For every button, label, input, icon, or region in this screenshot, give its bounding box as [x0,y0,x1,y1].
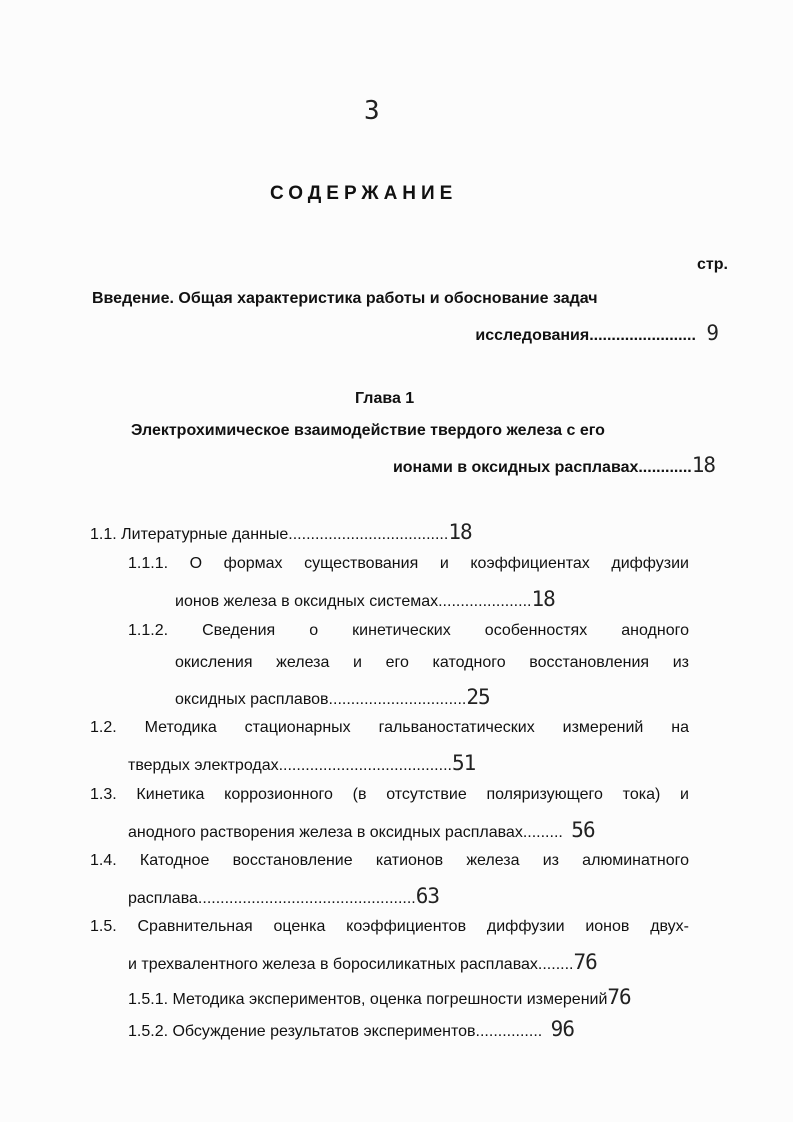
toc-entry-1-4-line1: 1.4. Катодное восстановление катионов железа из алюминатного [90,852,689,869]
toc-entry-page: 76 [573,950,597,974]
chapter-heading: Глава 1 [355,390,415,407]
leader-dots: ................................................. [197,890,416,907]
leader-dots: ......... [522,824,563,841]
leader-dots: ............................... [328,691,467,708]
page-column-label: стр. [697,256,728,273]
leader-dots: ..................... [438,593,532,610]
leader-dots: ............... [475,1023,543,1040]
leader-dots: ............ [638,459,692,476]
toc-entry-page: 51 [451,751,476,775]
toc-entry-1-3-line1: 1.3. Кинетика коррозионного (в отсутствие поляризующего тока) и [90,786,689,803]
toc-entry-page: 76 [607,985,631,1009]
leader-dots: .................................... [288,526,449,543]
intro-page-number: 9 [706,321,718,345]
toc-entry-page: 96 [550,1017,574,1041]
toc-entry-1-5-2 [128,1017,574,1041]
chapter-page-number: 18 [691,453,715,477]
toc-entry-text: 1.1. Литературные данные [90,526,289,543]
leader-dots: ........ [537,956,574,973]
intro-title-text: исследования [475,327,590,344]
toc-entry-page: 56 [571,818,595,842]
toc-entry-1-5-line1: 1.5. Сравнительная оценка коэффициентов диффузии ионов двух- [90,918,689,935]
toc-entry-text: твердых электродах [128,757,279,774]
toc-entry-page: 25 [466,685,490,709]
intro-title-line1: Введение. Общая характеристика работы и обоснование задач [92,290,598,307]
chapter-title-line1: Электрохимическое взаимодействие твердого железа с его [131,422,605,439]
toc-entry-page: 63 [415,884,440,908]
toc-entry-1-3-line2 [128,818,595,842]
page-title: СОДЕРЖАНИЕ [270,183,458,204]
toc-entry-1-1-2-line1: 1.1.2. Сведения о кинетических особенностях анодного [128,622,689,639]
toc-entry-text: и трехвалентного железа в боросиликатных расплавах [128,956,538,973]
intro-title-line2 [290,321,718,345]
leader-dots: ....................................... [278,757,452,774]
page-number: 3 [364,96,379,126]
toc-entry-1-4-line2 [128,884,439,908]
toc-entry-1-2-line1: 1.2. Методика стационарных гальваностатических измерений на [90,719,689,736]
toc-entry-1-5-1 [128,985,631,1009]
toc-entry-text: анодного растворения железа в оксидных расплавах [128,824,523,841]
toc-entry-1-1-2-line3 [175,685,490,709]
toc-entry-1-1-1-line1: 1.1.1. О формах существования и коэффициентах диффузии [128,555,689,572]
toc-entry-text: 1.5.2. Обсуждение результатов экспериментов [128,1023,476,1040]
toc-entry-text: оксидных расплавов [175,691,329,708]
toc-entry-1-5-line2 [128,950,597,974]
toc-entry-page: 18 [531,587,555,611]
toc-entry-1-1-2-line2: окисления железа и его катодного восстановления из [175,654,689,671]
toc-entry-page: 18 [448,520,472,544]
toc-entry-text: 1.5.1. Методика экспериментов, оценка погрешности измерений [128,991,608,1008]
toc-entry-text: ионов железа в оксидных системах [175,593,439,610]
chapter-title-line2 [240,453,715,477]
toc-entry-1-2-line2 [128,751,475,775]
toc-entry-text: расплава [128,890,198,907]
leader-dots: ........................ [589,327,696,344]
chapter-title-text: ионами в оксидных расплавах [392,459,639,476]
toc-entry-1-1-1-line2 [175,587,555,611]
toc-entry-1-1 [90,520,472,544]
